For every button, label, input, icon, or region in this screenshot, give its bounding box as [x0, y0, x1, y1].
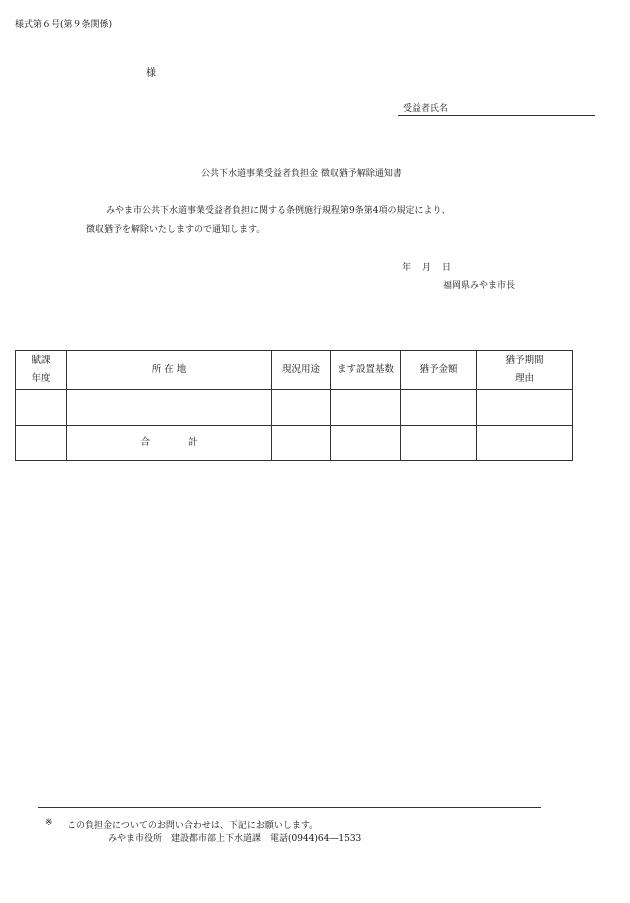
header-period-line-2: 理由	[514, 373, 534, 384]
recipient-name-underline	[398, 115, 595, 116]
header-location: 所 在 地	[67, 351, 272, 390]
header-fiscal-year-line-1: 賦課	[31, 354, 51, 366]
header-amount: 猶予金額	[401, 351, 477, 390]
header-period-reason	[477, 351, 573, 390]
body-text-line-2: 徴収猶予を解除いたしますので通知します。	[86, 225, 266, 235]
footer-contact: みやま市役所 建設都市部上下水道課 電話(0944)64―1533	[108, 834, 362, 844]
date-line: 年 月 日	[402, 263, 453, 273]
body-text-line-1: みやま市公共下水道事業受益者負担に関する条例施行規程第9条第4項の規定により、	[106, 206, 451, 216]
cell-fiscal-year	[16, 390, 67, 426]
form-number: 様式第６号(第９条関係)	[15, 20, 113, 30]
footer-divider	[38, 807, 541, 808]
total-cell-current-use	[272, 426, 331, 461]
fee-table	[15, 350, 573, 461]
total-cell-amount	[401, 426, 477, 461]
total-label: 合 計	[67, 426, 272, 461]
header-fiscal-year	[16, 351, 67, 390]
header-period-line-1: 猶予期間	[505, 354, 544, 366]
cell-period-reason	[477, 390, 573, 426]
cell-amount	[401, 390, 477, 426]
footer-mark: ※	[45, 818, 53, 828]
cell-location	[67, 390, 272, 426]
cell-current-use	[272, 390, 331, 426]
issuer: 福岡県みやま市長	[443, 281, 516, 291]
recipient-label: 受益者氏名	[403, 104, 449, 114]
total-cell-fiscal-year	[16, 426, 67, 461]
header-count: ます設置基数	[331, 351, 401, 390]
addressee-suffix: 様	[146, 68, 156, 79]
table-row	[16, 390, 573, 426]
header-fiscal-year-line-2: 年度	[31, 373, 51, 384]
document-title: 公共下水道事業受益者負担金 徴収猶予解除通知書	[201, 169, 402, 179]
table-total-row	[16, 426, 573, 461]
header-current-use: 現況用途	[272, 351, 331, 390]
footer-note: この負担金についてのお問い合わせは、下記にお願いします。	[67, 821, 319, 831]
table-header-row	[16, 351, 573, 390]
total-cell-count	[331, 426, 401, 461]
total-cell-period-reason	[477, 426, 573, 461]
cell-count	[331, 390, 401, 426]
